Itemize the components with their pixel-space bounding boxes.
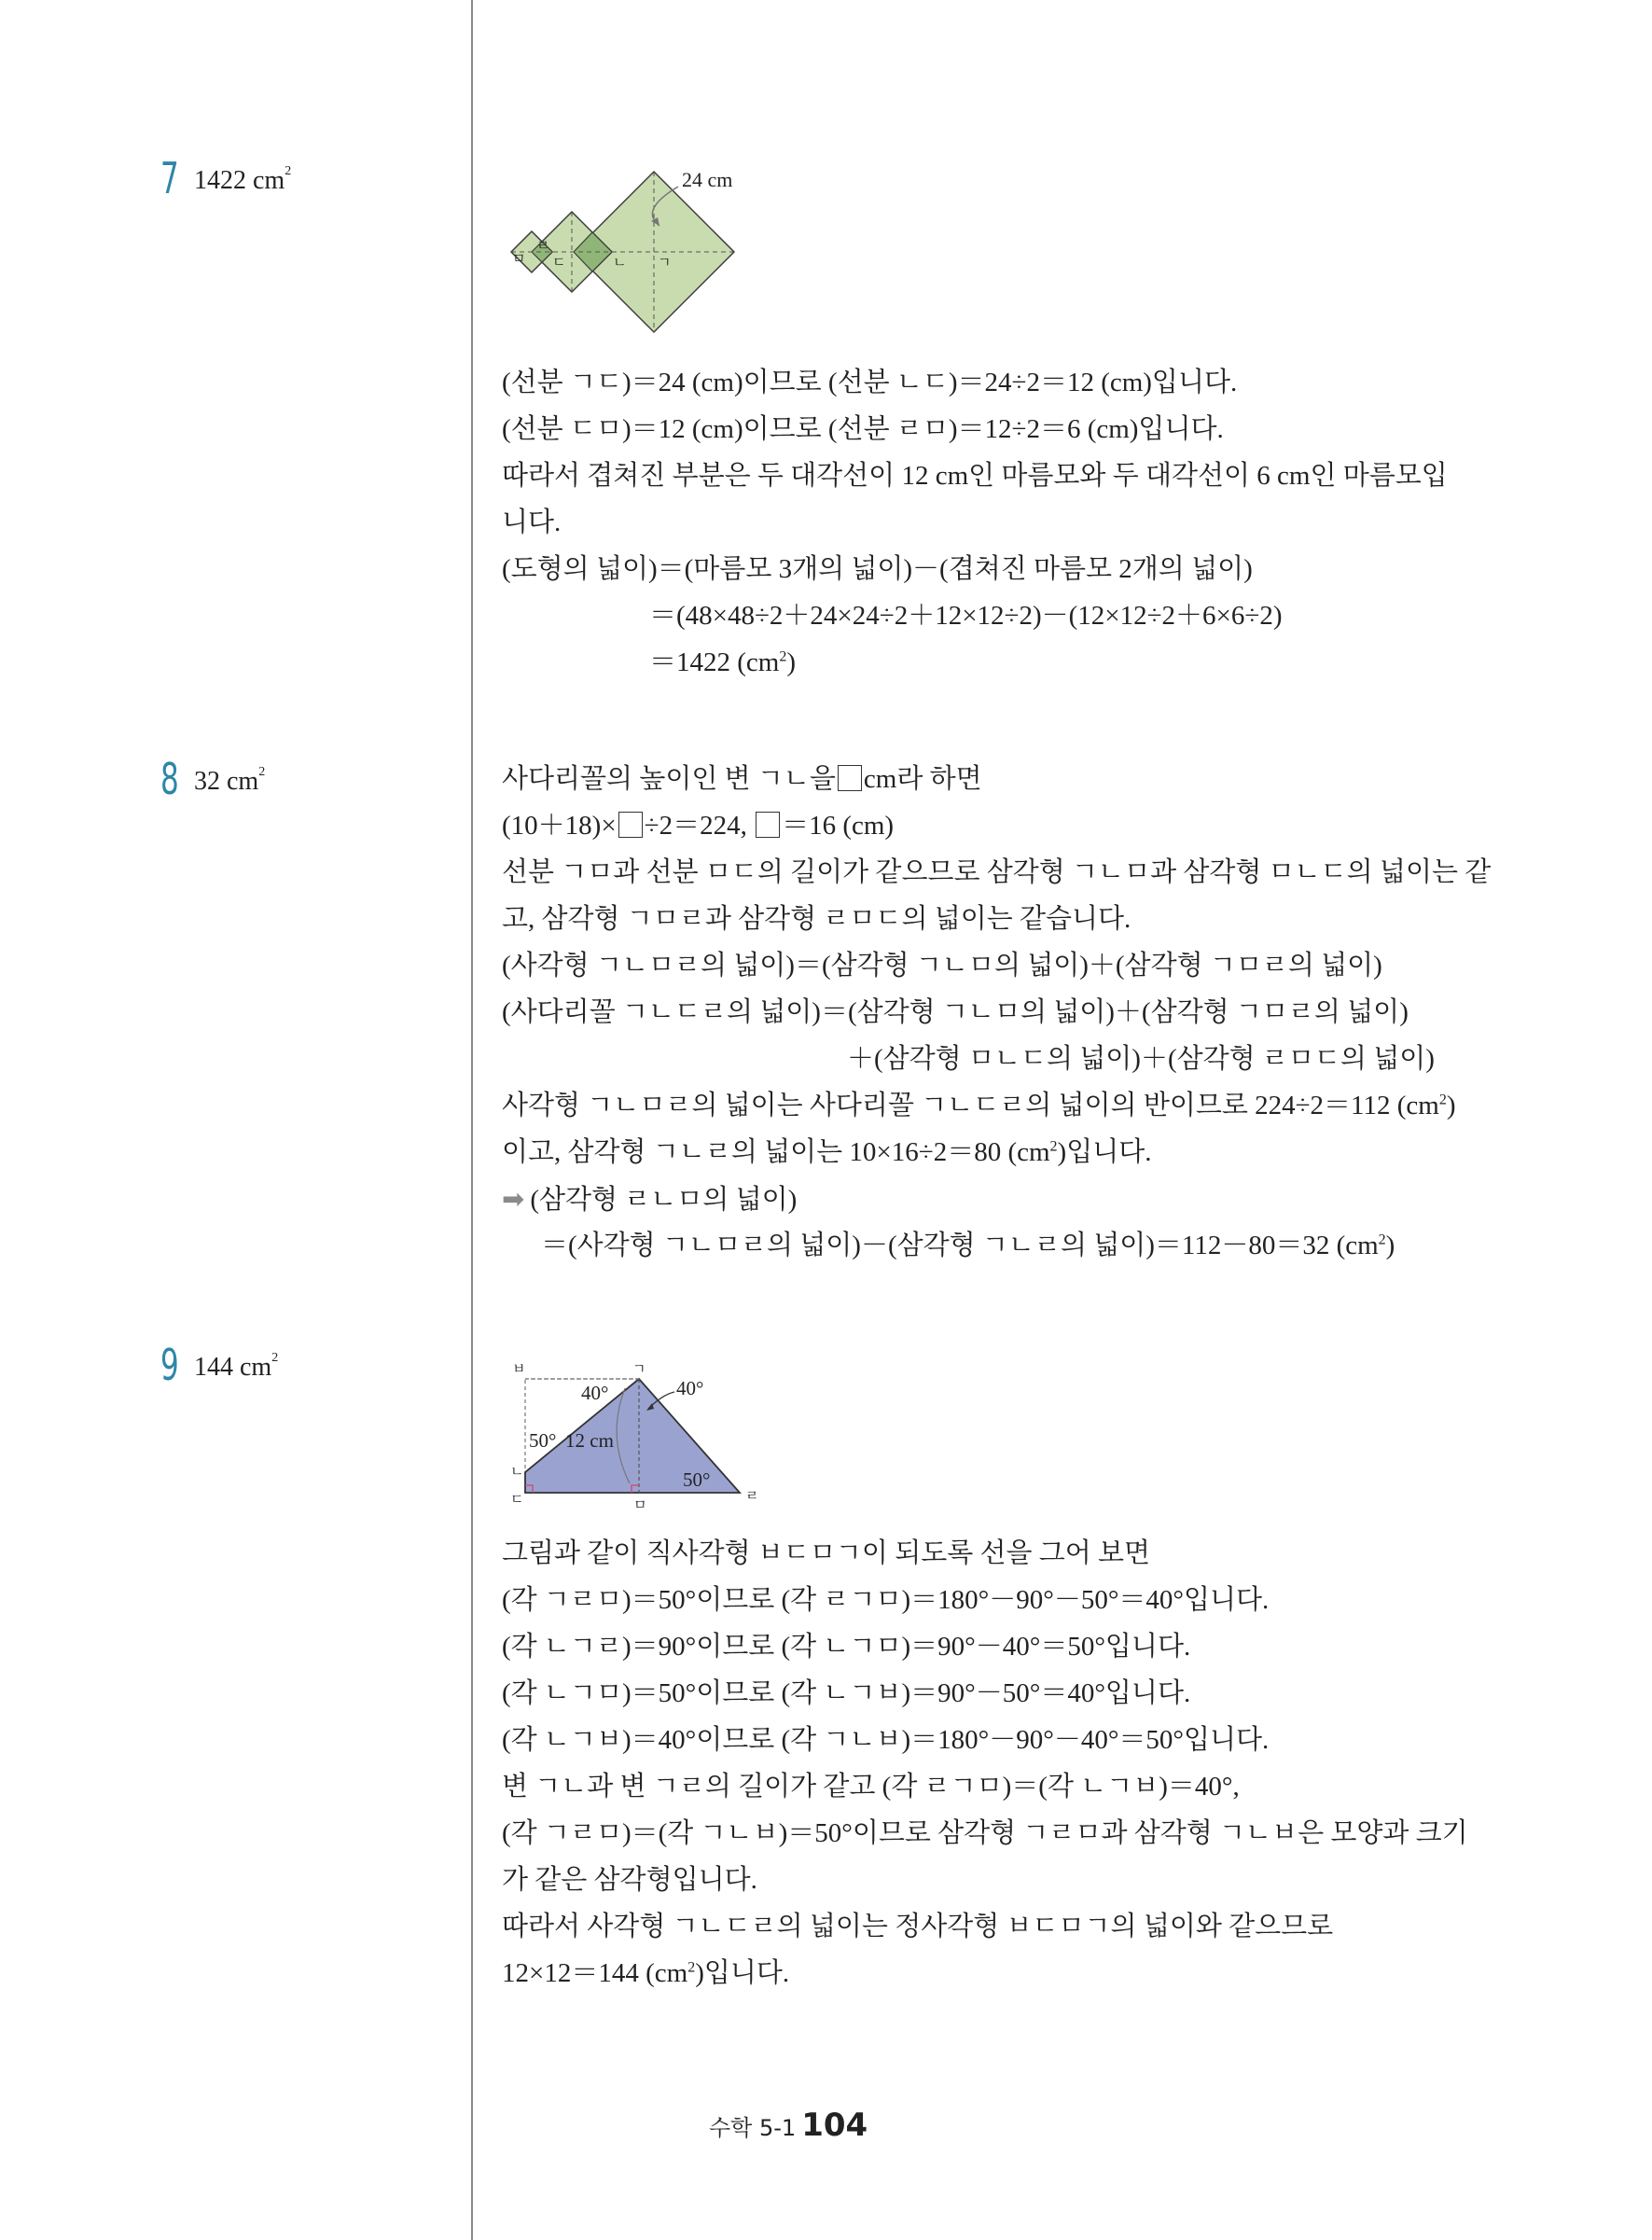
solution-line: 가 같은 삼각형입니다.	[502, 1865, 757, 1895]
solution-line-result: ＝(사각형 ㄱㄴㅁㄹ의 넓이)－(삼각형 ㄱㄴㄹ의 넓이)＝112－80＝32 $(cm^2)$	[541, 1231, 1395, 1260]
problem-8-number: 8	[160, 754, 179, 804]
vertex-n: ㄴ	[510, 1465, 524, 1480]
vertex-m: ㅁ	[512, 252, 526, 267]
unknown-box	[618, 812, 643, 838]
problem-8-answer	[194, 767, 265, 797]
problem-8-answer-value: 32	[194, 767, 220, 796]
solution-line: 변 ㄱㄴ과 변 ㄱㄹ의 길이가 같고 (각 ㄹㄱㅁ)＝(각 ㄴㄱㅂ)＝40°,	[502, 1772, 1240, 1802]
solution-line: 사각형 ㄱㄴㅁㄹ의 넓이는 사다리꼴 ㄱㄴㄷㄹ의 넓이의 반이므로 224÷2＝112 $(cm^2)$	[502, 1091, 1456, 1120]
problem-9-figure	[499, 1353, 779, 1521]
problem-7-figure	[499, 159, 760, 350]
length-label: 24 cm	[682, 168, 733, 191]
page-number: 104	[801, 2107, 868, 2144]
solution-line: 따라서 사각형 ㄱㄴㄷㄹ의 넓이는 정사각형 ㅂㄷㅁㄱ의 넓이와 같으므로	[502, 1912, 1334, 1941]
solution-line: 이고, 삼각형 ㄱㄴㄹ의 넓이는 10×16÷2＝80 $(cm^2)$입니다.	[502, 1137, 1152, 1167]
vertex-r: ㄹ	[745, 1489, 759, 1504]
vertex-n: ㄴ	[613, 256, 627, 271]
solution-line: (각 ㄱㄹㅁ)＝(각 ㄱㄴㅂ)＝50°이므로 삼각형 ㄱㄹㅁ과 삼각형 ㄱㄴㅂ은 모양과 크기	[502, 1818, 1468, 1848]
angle-label: 50°	[529, 1429, 557, 1452]
problem-9-solution	[502, 1530, 1500, 1997]
problem-7-answer-value: 1422	[194, 166, 246, 195]
unknown-box	[756, 812, 780, 838]
problem-9-answer	[194, 1353, 278, 1383]
vertex-m: ㅁ	[633, 1498, 647, 1513]
problem-9-answer-sup: 2	[271, 1351, 279, 1365]
solution-line: ＋(삼각형 ㅁㄴㄷ의 넓이)＋(삼각형 ㄹㅁㄷ의 넓이)	[847, 1044, 1435, 1074]
vertex-d: ㄷ	[552, 256, 566, 271]
arrow-right-icon: ➡	[502, 1183, 525, 1215]
column-divider	[471, 0, 473, 2240]
solution-line: 그림과 같이 직사각형 ㅂㄷㅁㄱ이 되도록 선을 그어 보면	[502, 1538, 1151, 1568]
footer-subject: 수학 5-1	[709, 2115, 797, 2141]
problem-7-answer-unit: cm	[253, 166, 285, 195]
problem-9-number: 9	[160, 1340, 179, 1390]
angle-label: 40°	[676, 1377, 704, 1399]
solution-line: 따라서 겹쳐진 부분은 두 대각선이 12 cm인 마름모와 두 대각선이 6 cm인 마름모입	[502, 461, 1448, 491]
vertex-g: ㄱ	[658, 256, 672, 271]
problem-8-answer-unit: cm	[227, 767, 259, 796]
vertex-g: ㄱ	[632, 1362, 646, 1377]
solution-line: ＝(48×48÷2＋24×24÷2＋12×12÷2)－(12×12÷2＋6×6÷2)	[649, 601, 1283, 631]
solution-line: (사다리꼴 ㄱㄴㄷㄹ의 넓이)＝(삼각형 ㄱㄴㅁ의 넓이)＋(삼각형 ㄱㅁㄹ의 넓이)	[502, 997, 1409, 1027]
solution-line: (각 ㄴㄱㅂ)＝40°이므로 (각 ㄱㄴㅂ)＝180°－90°－40°＝50°입니다.	[502, 1725, 1270, 1755]
solution-line: (각 ㄴㄱㅁ)＝50°이므로 (각 ㄴㄱㅂ)＝90°－50°＝40°입니다.	[502, 1678, 1191, 1708]
solution-line: (도형의 넓이)＝(마름모 3개의 넓이)－(겹쳐진 마름모 2개의 넓이)	[502, 554, 1253, 584]
solution-line: (각 ㄱㄹㅁ)＝50°이므로 (각 ㄹㄱㅁ)＝180°－90°－50°＝40°입니다.	[502, 1585, 1270, 1615]
solution-line: (선분 ㄱㄷ)＝24 (cm)이므로 (선분 ㄴㄷ)＝24÷2＝12 (cm)입니다.	[502, 368, 1238, 397]
problem-7-answer-sup: 2	[285, 164, 292, 178]
solution-line: (사각형 ㄱㄴㅁㄹ의 넓이)＝(삼각형 ㄱㄴㅁ의 넓이)＋(삼각형 ㄱㅁㄹ의 넓이)	[502, 951, 1382, 981]
problem-7-number: 7	[160, 153, 179, 203]
problem-9-answer-unit: cm	[240, 1353, 272, 1382]
solution-line: ➡ (삼각형 ㄹㄴㅁ의 넓이)	[502, 1183, 798, 1215]
solution-line: (선분 ㄷㅁ)＝12 (cm)이므로 (선분 ㄹㅁ)＝12÷2＝6 (cm)입니다.	[502, 414, 1224, 444]
page-footer	[709, 2107, 868, 2144]
solution-line: 사다리꼴의 높이인 변 ㄱㄴ을 cm라 하면	[502, 764, 982, 794]
angle-label: 50°	[683, 1468, 711, 1491]
length-label: 12 cm	[565, 1429, 614, 1452]
vertex-r: ㄹ	[536, 239, 550, 254]
solution-line: 선분 ㄱㅁ과 선분 ㅁㄷ의 길이가 같으므로 삼각형 ㄱㄴㅁ과 삼각형 ㅁㄴㄷ의 넓이는 같	[502, 857, 1492, 887]
angle-label: 40°	[581, 1382, 609, 1404]
solution-line: 니다.	[502, 508, 562, 537]
vertex-d: ㄷ	[510, 1493, 524, 1508]
unknown-box	[838, 765, 862, 791]
solution-line: 고, 삼각형 ㄱㅁㄹ과 삼각형 ㄹㅁㄷ의 넓이는 같습니다.	[502, 904, 1131, 934]
solution-line: (10＋18)× ÷2＝224, ＝16 (cm)	[502, 811, 895, 841]
problem-7-answer	[194, 166, 291, 196]
problem-8-answer-sup: 2	[258, 765, 266, 779]
solution-line-result: 12×12＝144 $(cm^2)$입니다.	[502, 1958, 790, 1988]
problem-8-solution	[502, 756, 1500, 1269]
solution-line: (각 ㄴㄱㄹ)＝90°이므로 (각 ㄴㄱㅁ)＝90°－40°＝50°입니다.	[502, 1632, 1191, 1662]
problem-9-answer-value: 144	[194, 1353, 233, 1382]
vertex-b: ㅂ	[512, 1362, 526, 1377]
problem-7-solution	[502, 359, 1500, 686]
solution-line-result: ＝1422 $(cm^2)$	[649, 647, 797, 677]
